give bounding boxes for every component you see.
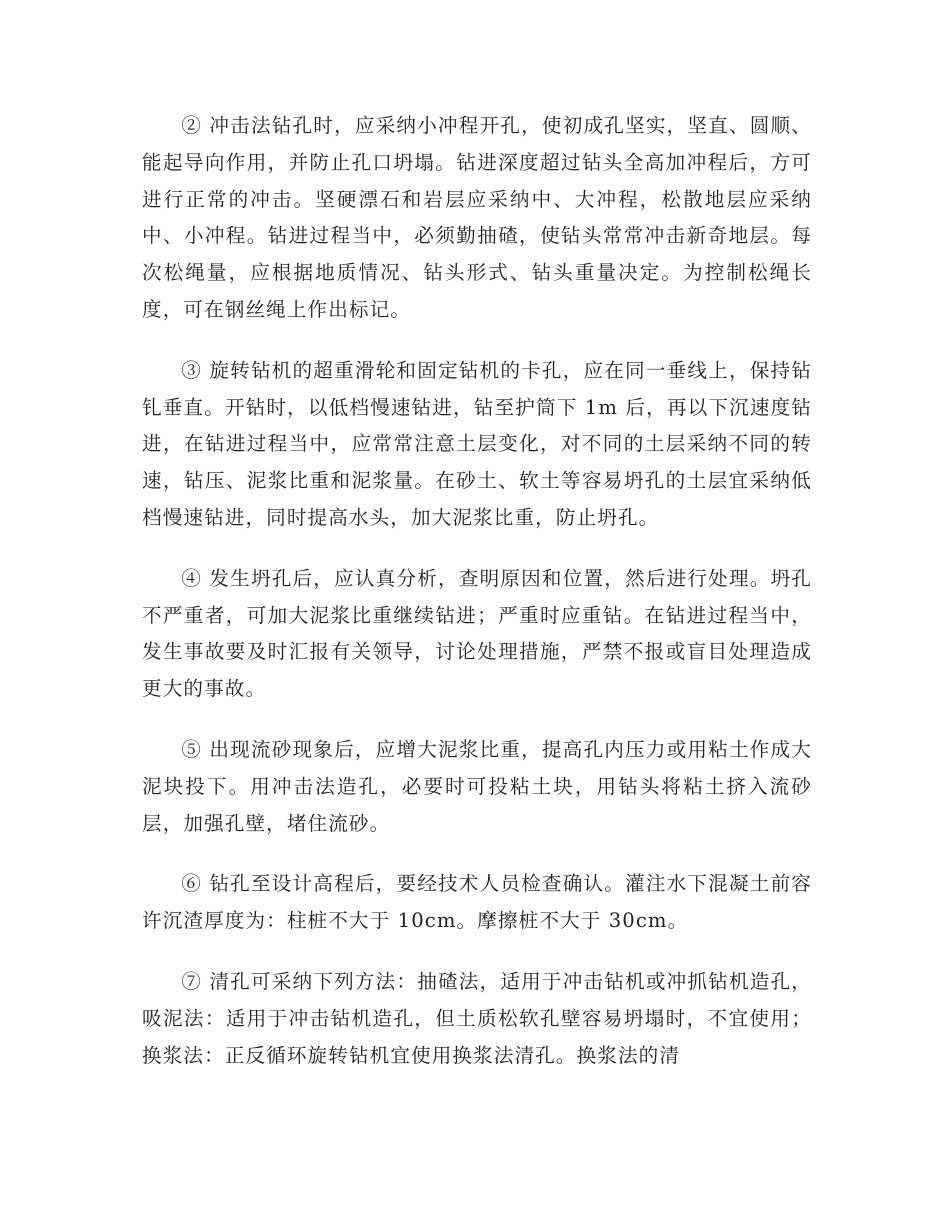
document-page	[142, 108, 812, 1074]
paragraph-3-rotary-drilling: ③ 旋转钻机的超重滑轮和固定钻机的卡孔，应在同一垂线上，保持钻钆垂直。开钻时，以低档慢速钻进，钻至护筒下 1m 后，再以下沉速度钻进，在钻进过程当中，应常常注意土层变化，对不同的土层采纳不同的转速，钻压、泥浆比重和泥浆量。在砂土、软土等容易坍孔的土层宜采纳低档慢速钻进，同时提高水头，加大泥浆比重，防止坍孔。	[142, 358, 812, 529]
paragraph-2-percussion-drilling: ② 冲击法钻孔时，应采纳小冲程开孔，使初成孔坚实，坚直、圆顺、能起导向作用，并防止孔口坍塌。钻进深度超过钻头全高加冲程后，方可进行正常的冲击。坚硬漂石和岩层应采纳中、大冲程，松散地层应采纳中、小冲程。钻进过程当中，必须勤抽碴，使钻头常常冲击新奇地层。每次松绳量，应根据地质情况、钻头形式、钻头重量决定。为控制松绳长度，可在钢丝绳上作出标记。	[142, 114, 812, 321]
paragraph-4-hole-collapse: ④ 发生坍孔后，应认真分析，查明原因和位置，然后进行处理。坍孔不严重者，可加大泥浆比重继续钻进；严重时应重钻。在钻进过程当中，发生事故要及时汇报有关领导，讨论处理措施，严禁不报或盲目处理造成更大的事故。	[142, 566, 812, 701]
paragraph-7-hole-cleaning: ⑦ 清孔可采纳下列方法：抽碴法，适用于冲击钻机或冲抓钻机造孔，吸泥法：适用于冲击钻机造孔，但土质松软孔壁容易坍塌时，不宜使用；换浆法：正反循环旋转钻机宜使用换浆法清孔。换浆法的清	[142, 969, 812, 1067]
paragraph-6-design-elevation: ⑥ 钻孔至设计高程后，要经技术人员检查确认。灌注水下混凝土前容许沉渣厚度为：柱桩不大于 10cm。摩擦桩不大于 30cm。	[142, 872, 812, 933]
paragraph-5-quicksand: ⑤ 出现流砂现象后，应增大泥浆比重，提高孔内压力或用粘土作成大泥块投下。用冲击法造孔，必要时可投粘土块，用钻头将粘土挤入流砂层，加强孔壁，堵住流砂。	[142, 737, 812, 835]
